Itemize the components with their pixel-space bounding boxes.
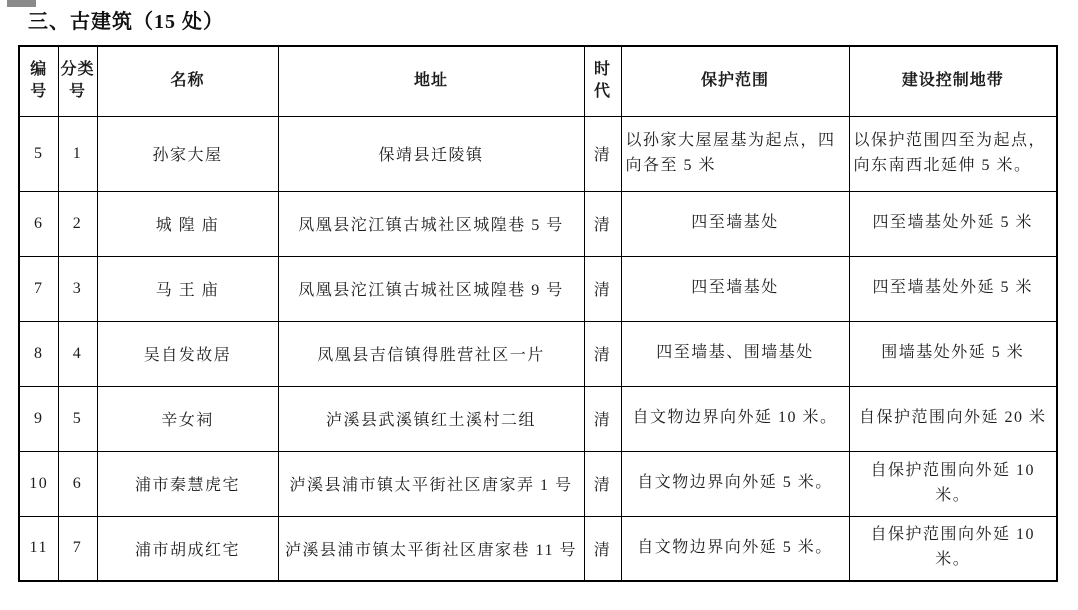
cell-class-number: 7	[58, 516, 97, 581]
cell-address: 保靖县迁陵镇	[278, 116, 584, 191]
cell-name: 辛女祠	[97, 386, 278, 451]
cell-era: 清	[584, 116, 621, 191]
cell-name: 吴自发故居	[97, 321, 278, 386]
cell-protection-scope: 自文物边界向外延 5 米。	[621, 451, 849, 516]
cell-class-number: 5	[58, 386, 97, 451]
cell-class-number: 2	[58, 191, 97, 256]
cell-number: 7	[19, 256, 58, 321]
cell-class-number: 4	[58, 321, 97, 386]
cell-control-zone: 四至墙基处外延 5 米	[849, 191, 1057, 256]
cell-protection-scope: 以孙家大屋屋基为起点，四向各至 5 米	[621, 116, 849, 191]
cell-control-zone: 围墙基处外延 5 米	[849, 321, 1057, 386]
cell-era: 清	[584, 516, 621, 581]
table-row	[19, 386, 1057, 451]
cell-number: 8	[19, 321, 58, 386]
cell-address: 泸溪县武溪镇红土溪村二组	[278, 386, 584, 451]
header-cell-address: 地址	[278, 46, 584, 116]
cell-number: 11	[19, 516, 58, 581]
table-row	[19, 451, 1057, 516]
header-cell-control-zone: 建设控制地带	[849, 46, 1057, 116]
cell-era: 清	[584, 451, 621, 516]
table-row	[19, 256, 1057, 321]
cell-protection-scope: 四至墙基处	[621, 256, 849, 321]
cell-name: 浦市秦慧虎宅	[97, 451, 278, 516]
cell-address: 泸溪县浦市镇太平街社区唐家弄 1 号	[278, 451, 584, 516]
cell-number: 5	[19, 116, 58, 191]
table-body	[19, 116, 1057, 581]
header-cell-number: 编号	[19, 46, 58, 116]
cell-control-zone: 自保护范围向外延 10 米。	[849, 516, 1057, 581]
header-cell-era: 时代	[584, 46, 621, 116]
cell-control-zone: 自保护范围向外延 20 米	[849, 386, 1057, 451]
cell-address: 泸溪县浦市镇太平街社区唐家巷 11 号	[278, 516, 584, 581]
cell-address: 凤凰县沱江镇古城社区城隍巷 5 号	[278, 191, 584, 256]
cell-era: 清	[584, 256, 621, 321]
cell-address: 凤凰县吉信镇得胜营社区一片	[278, 321, 584, 386]
cell-era: 清	[584, 386, 621, 451]
page-title: 三、古建筑（15 处）	[28, 11, 224, 33]
cell-number: 10	[19, 451, 58, 516]
table-row	[19, 516, 1057, 581]
cell-name: 孙家大屋	[97, 116, 278, 191]
cell-protection-scope: 四至墙基、围墙基处	[621, 321, 849, 386]
header-cell-protection-scope: 保护范围	[621, 46, 849, 116]
cell-name: 马 王 庙	[97, 256, 278, 321]
cell-class-number: 3	[58, 256, 97, 321]
cell-class-number: 1	[58, 116, 97, 191]
cell-name: 城 隍 庙	[97, 191, 278, 256]
header-row	[19, 46, 1057, 116]
ancient-buildings-table	[18, 45, 1058, 582]
cell-name: 浦市胡成红宅	[97, 516, 278, 581]
table-row	[19, 191, 1057, 256]
header-cell-class-number: 分类号	[58, 46, 97, 116]
cell-protection-scope: 自文物边界向外延 10 米。	[621, 386, 849, 451]
table-row	[19, 321, 1057, 386]
cell-control-zone: 以保护范围四至为起点，向东南西北延伸 5 米。	[849, 116, 1057, 191]
cell-control-zone: 自保护范围向外延 10 米。	[849, 451, 1057, 516]
cell-era: 清	[584, 321, 621, 386]
cell-protection-scope: 自文物边界向外延 5 米。	[621, 516, 849, 581]
cell-control-zone: 四至墙基处外延 5 米	[849, 256, 1057, 321]
cell-protection-scope: 四至墙基处	[621, 191, 849, 256]
cell-class-number: 6	[58, 451, 97, 516]
cell-address: 凤凰县沱江镇古城社区城隍巷 9 号	[278, 256, 584, 321]
table-row	[19, 116, 1057, 191]
cell-era: 清	[584, 191, 621, 256]
cell-number: 9	[19, 386, 58, 451]
header-cell-name: 名称	[97, 46, 278, 116]
cell-number: 6	[19, 191, 58, 256]
